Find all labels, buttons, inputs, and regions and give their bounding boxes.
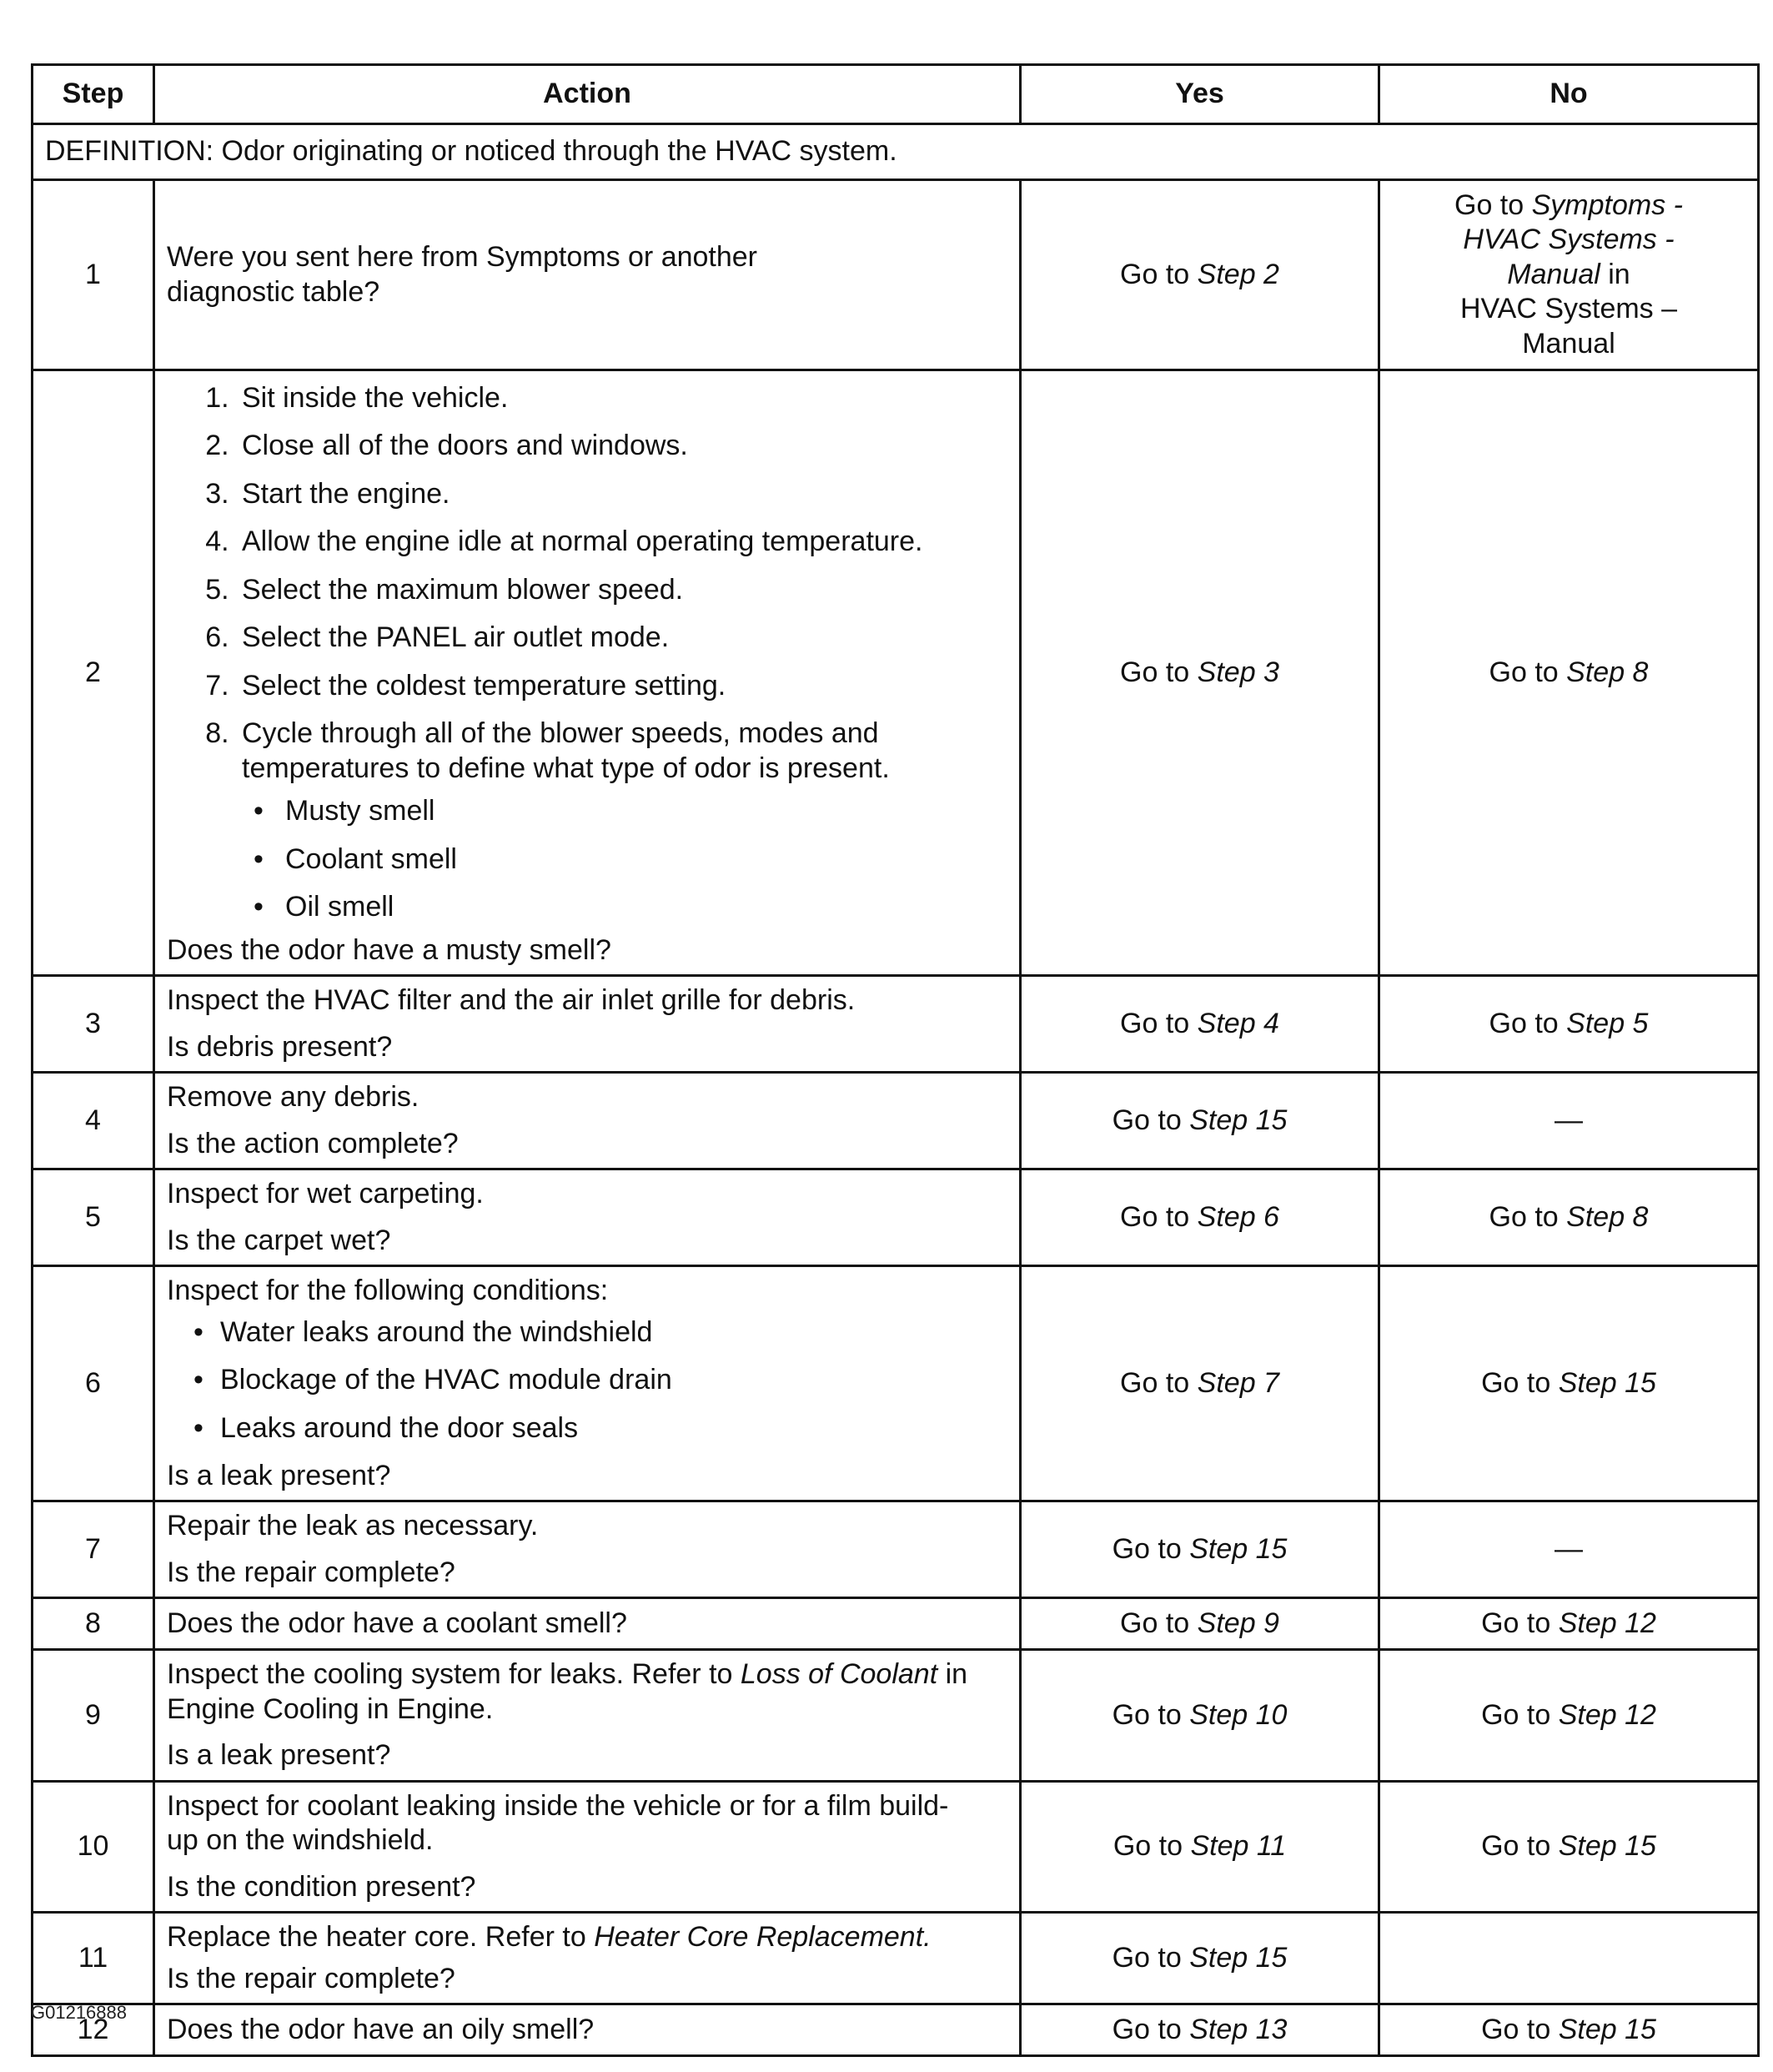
yes-step-ref: Step 11	[1190, 1830, 1287, 1863]
no-step-ref: Step 12	[1558, 1607, 1656, 1640]
definition-text: DEFINITION: Odor originating or noticed through the HVAC system.	[33, 124, 1759, 180]
instruction-text: Repair the leak as necessary.	[167, 1510, 539, 1542]
table-row-step-12	[33, 2004, 1759, 2056]
go-to-label: Go to	[1120, 656, 1190, 688]
yes-step-ref: Step 3	[1197, 656, 1279, 688]
yes-cell	[1021, 1073, 1379, 1169]
go-to-label: Go to	[1112, 1698, 1182, 1731]
step-number: 4	[33, 1073, 154, 1169]
odor-type-list	[242, 794, 1007, 924]
action-cell	[154, 1650, 1021, 1781]
table-row-step-6	[33, 1266, 1759, 1501]
table-row-step-1	[33, 180, 1759, 370]
question-text: Is the action complete?	[167, 1127, 459, 1159]
table-row-step-10	[33, 1781, 1759, 1912]
no-step-ref: Step 12	[1558, 1698, 1656, 1731]
figure-id: G01216888	[31, 2002, 127, 2023]
instruction-pre: Inspect the cooling system for leaks. Refer to	[167, 1658, 733, 1691]
no-cell	[1379, 1598, 1759, 1650]
action-cell	[154, 1781, 1021, 1912]
question-text: Is the repair complete?	[167, 1556, 455, 1588]
step-number: 2	[33, 370, 154, 976]
yes-step-ref: Step 13	[1189, 2013, 1288, 2045]
go-to-label: Go to	[1112, 1104, 1182, 1136]
procedure-list	[167, 381, 1007, 925]
action-cell	[154, 976, 1021, 1073]
no-cell	[1379, 1501, 1759, 1598]
table-row-step-2	[33, 370, 1759, 976]
header-row	[33, 65, 1759, 124]
step-number: 1	[33, 180, 154, 370]
go-to-label: Go to	[1489, 656, 1559, 688]
step-number: 11	[33, 1913, 154, 2004]
no-step-ref: Step 15	[1558, 2013, 1656, 2045]
no-cell	[1379, 1073, 1759, 1169]
question-text: Does the odor have a musty smell?	[167, 933, 611, 966]
instruction-text: Remove any debris.	[167, 1081, 419, 1114]
table-row-step-7	[33, 1501, 1759, 1598]
yes-step-ref: Step 7	[1197, 1367, 1279, 1400]
action-cell	[154, 180, 1021, 370]
no-cell	[1379, 976, 1759, 1073]
instruction-text: Inspect for the following conditions:	[167, 1275, 609, 1307]
no-cell	[1379, 1169, 1759, 1266]
question-text: Does the odor have an oily smell?	[167, 2013, 595, 2045]
no-cell	[1379, 2004, 1759, 2056]
no-step-ref: Step 15	[1558, 1830, 1656, 1863]
go-to-label: Go to	[1120, 1367, 1190, 1400]
header-no: No	[1379, 65, 1759, 124]
go-to-label: Go to	[1489, 1200, 1559, 1233]
yes-cell	[1021, 1781, 1379, 1912]
go-to-label: Go to	[1120, 258, 1190, 290]
action-cell	[154, 1266, 1021, 1501]
hvac-systems-doc: HVAC Systems –	[1459, 293, 1678, 325]
go-to-label: Go to	[1112, 1533, 1182, 1566]
no-line-1	[1392, 189, 1745, 223]
instruction-text	[167, 1657, 1007, 1727]
go-to-label: Go to	[1120, 1200, 1190, 1233]
heater-core-replacement-ref: Heater Core Replacement	[594, 1921, 924, 1954]
action-cell	[154, 1913, 1021, 2004]
yes-step-ref: Step 15	[1189, 1104, 1288, 1136]
go-to-label: Go to	[1481, 1607, 1551, 1640]
table-row-step-4	[33, 1073, 1759, 1169]
question-text: Is debris present?	[167, 1030, 393, 1063]
go-to-label: Go to	[1120, 1007, 1190, 1039]
step-number: 6	[33, 1266, 154, 1501]
table-row-step-11	[33, 1913, 1759, 2004]
procedure-item: 2. Close all of the doors and windows.	[237, 429, 1007, 463]
step-number: 12	[33, 2004, 154, 2056]
yes-cell	[1021, 1650, 1379, 1781]
yes-cell	[1021, 1169, 1379, 1266]
diagnostic-table	[31, 63, 1760, 2057]
table-row-step-9	[33, 1650, 1759, 1781]
symptoms-ref: Symptoms -	[1531, 189, 1683, 221]
step-number: 5	[33, 1169, 154, 1266]
yes-cell	[1021, 1266, 1379, 1501]
action-cell	[154, 1598, 1021, 1650]
not-applicable-dash: —	[1555, 1533, 1583, 1566]
procedure-item: 7. Select the coldest temperature setting.	[237, 669, 1007, 703]
go-to-label: Go to	[1481, 1830, 1551, 1863]
yes-step-ref: Step 2	[1197, 258, 1279, 290]
action-cell	[154, 1169, 1021, 1266]
instruction-text: Inspect for coolant leaking inside the vehicle or for a film build-up on the windshield.	[167, 1789, 949, 1857]
instruction-text: Inspect for wet carpeting.	[167, 1178, 484, 1210]
header-action: Action	[154, 65, 1021, 124]
condition-item: • Blockage of the HVAC module drain	[220, 1363, 1007, 1397]
question-text: Is the condition present?	[167, 1870, 476, 1903]
yes-step-ref: Step 15	[1189, 1533, 1288, 1566]
no-step-ref: Step 8	[1566, 1200, 1649, 1233]
question-text: Is a leak present?	[167, 1739, 391, 1772]
go-to-label: Go to	[1120, 1607, 1190, 1640]
no-step-ref: Step 15	[1558, 1367, 1656, 1400]
yes-cell	[1021, 2004, 1379, 2056]
yes-cell	[1021, 1501, 1379, 1598]
no-cell	[1379, 370, 1759, 976]
no-cell	[1379, 1913, 1759, 2004]
no-cell	[1379, 180, 1759, 370]
no-step-ref: Step 8	[1566, 656, 1649, 688]
action-cell	[154, 1073, 1021, 1169]
definition-row	[33, 124, 1759, 180]
condition-item: • Leaks around the door seals	[220, 1411, 1007, 1446]
no-cell	[1379, 1781, 1759, 1912]
table-row-step-8	[33, 1598, 1759, 1650]
go-to-label: Go to	[1481, 1698, 1551, 1731]
manual-doc: Manual	[1522, 327, 1615, 360]
question-text: Is the repair complete?	[167, 1962, 455, 1994]
question-text: Is the carpet wet?	[167, 1224, 391, 1256]
go-to-label: Go to	[1112, 2013, 1182, 2045]
step-number: 3	[33, 976, 154, 1073]
header-yes: Yes	[1021, 65, 1379, 124]
go-to-label: Go to	[1489, 1007, 1559, 1039]
question-text: Were you sent here from Symptoms or another diagnostic table?	[167, 241, 758, 308]
question-text: Is a leak present?	[167, 1459, 391, 1491]
yes-cell	[1021, 180, 1379, 370]
odor-type-item: • Musty smell	[280, 794, 1007, 828]
loss-of-coolant-ref: Loss of Coolant	[740, 1658, 938, 1691]
procedure-item: 3. Start the engine.	[237, 477, 1007, 511]
table-row-step-5	[33, 1169, 1759, 1266]
instruction-pre: Replace the heater core. Refer to	[167, 1921, 586, 1954]
table-row-step-3	[33, 976, 1759, 1073]
action-cell	[154, 370, 1021, 976]
odor-type-item: • Coolant smell	[280, 842, 1007, 877]
odor-type-item: • Oil smell	[280, 890, 1007, 924]
procedure-item-text: Cycle through all of the blower speeds, modes and temperatures to define what type of odor is present.	[242, 717, 890, 784]
action-cell	[154, 2004, 1021, 2056]
no-cell	[1379, 1266, 1759, 1501]
question-text: Does the odor have a coolant smell?	[167, 1607, 627, 1640]
yes-step-ref: Step 10	[1189, 1698, 1288, 1731]
yes-step-ref: Step 6	[1197, 1200, 1279, 1233]
period: .	[923, 1921, 932, 1954]
go-to-label: Go to	[1454, 189, 1524, 221]
yes-cell	[1021, 1598, 1379, 1650]
not-applicable-dash: —	[1555, 1104, 1583, 1136]
yes-cell	[1021, 370, 1379, 976]
step-number: 10	[33, 1781, 154, 1912]
procedure-item: 4. Allow the engine idle at normal operating temperature.	[237, 525, 1007, 559]
yes-step-ref: Step 15	[1189, 1941, 1288, 1974]
step-number: 8	[33, 1598, 154, 1650]
procedure-item: 1. Sit inside the vehicle.	[237, 381, 1007, 415]
instruction-text	[167, 1920, 1007, 1954]
yes-step-ref: Step 9	[1197, 1607, 1279, 1640]
procedure-item: 6. Select the PANEL air outlet mode.	[237, 621, 1007, 655]
hvac-systems-ref: HVAC Systems -	[1463, 224, 1675, 256]
yes-cell	[1021, 976, 1379, 1073]
yes-step-ref: Step 4	[1197, 1007, 1279, 1039]
procedure-item-with-sublist	[237, 717, 1007, 924]
manual-ref: Manual	[1507, 258, 1600, 290]
no-line-3	[1392, 258, 1745, 292]
go-to-label: Go to	[1481, 2013, 1551, 2045]
no-cell	[1379, 1650, 1759, 1781]
action-cell	[154, 1501, 1021, 1598]
condition-list	[167, 1315, 1007, 1446]
condition-item: • Water leaks around the windshield	[220, 1315, 1007, 1350]
go-to-label: Go to	[1481, 1367, 1551, 1400]
step-number: 7	[33, 1501, 154, 1598]
in-label: in	[1608, 258, 1630, 290]
go-to-label: Go to	[1113, 1830, 1183, 1863]
procedure-item: 5. Select the maximum blower speed.	[237, 573, 1007, 607]
instruction-post: in Engine Cooling in Engine.	[167, 1658, 968, 1725]
no-step-ref: Step 5	[1566, 1007, 1649, 1039]
header-step: Step	[33, 65, 154, 124]
instruction-text: Inspect the HVAC filter and the air inlet grille for debris.	[167, 984, 856, 1017]
yes-cell	[1021, 1913, 1379, 2004]
step-number: 9	[33, 1650, 154, 1781]
go-to-label: Go to	[1112, 1941, 1182, 1974]
